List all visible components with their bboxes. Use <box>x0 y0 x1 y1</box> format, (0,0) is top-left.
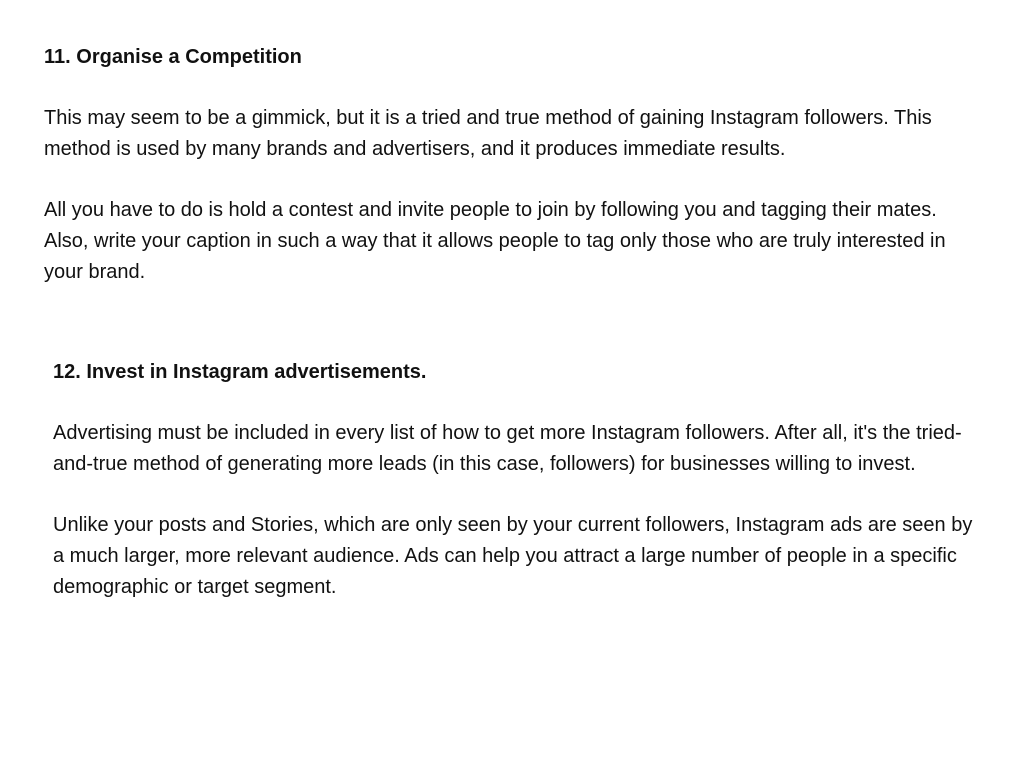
section-paragraph: All you have to do is hold a contest and invite people to join by following you and tagging their mates. Also, write your caption in such a way that it allows people to tag only those who are truly interested in your brand. <box>44 199 946 283</box>
section-paragraph: Advertising must be included in every list of how to get more Instagram followers. After all, it's the tried-and-true method of generating more leads (in this case, followers) for businesses willing to invest. <box>53 422 962 475</box>
section-paragraph: Unlike your posts and Stories, which are only seen by your current followers, Instagram ads are seen by a much larger, more relevant audience. Ads can help you attract a large number of people in a specific demographic or target segment. <box>53 514 973 598</box>
section-heading: 11. Organise a Competition <box>44 46 302 68</box>
section-instagram-advertisements <box>53 357 983 603</box>
section-organise-competition <box>44 42 984 288</box>
section-paragraph: This may seem to be a gimmick, but it is a tried and true method of gaining Instagram followers. This method is used by many brands and advertisers, and it produces immediate results. <box>44 107 932 160</box>
section-heading: 12. Invest in Instagram advertisements. <box>53 361 427 383</box>
